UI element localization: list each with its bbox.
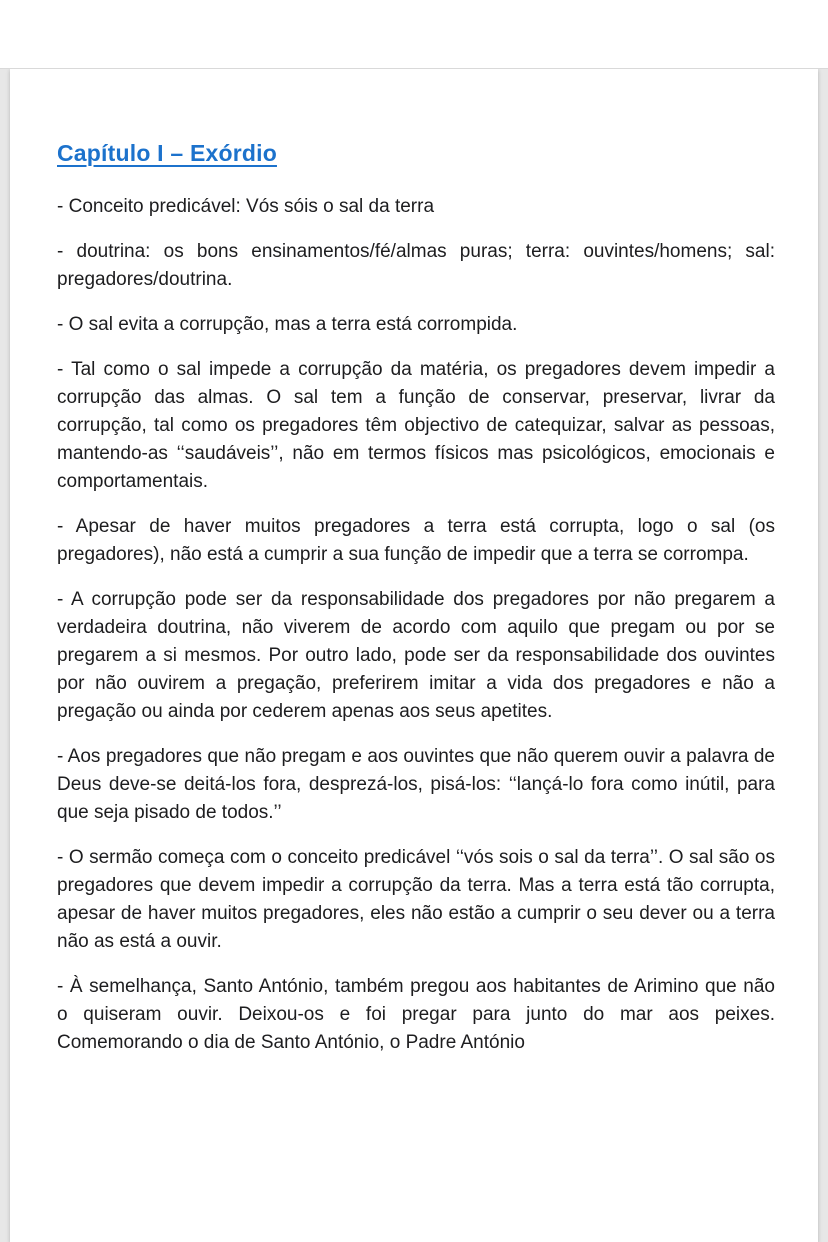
note-paragraph: - À semelhança, Santo António, também pregou aos habitantes de Arimino que não o quiseram ouvir. Deixou-os e foi pregar para junto do mar aos peixes. Comemorando o dia de Santo António, o Padre António	[57, 976, 775, 1053]
note-paragraph: - Apesar de haver muitos pregadores a terra está corrupta, logo o sal (os pregadores), não está a cumprir a sua função de impedir que a terra se corrompa.	[57, 516, 775, 565]
note-paragraph: - doutrina: os bons ensinamentos/fé/almas puras; terra: ouvintes/homens; sal: pregadores/doutrina.	[57, 241, 775, 290]
chapter-heading: Capítulo I – Exórdio	[57, 140, 277, 166]
note-paragraph: - Tal como o sal impede a corrupção da matéria, os pregadores devem impedir a corrupção das almas. O sal tem a função de conservar, preservar, livrar da corrupção, tal como os pregadores têm objectivo de catequizar, salvar as pessoas, mantendo-as ‘‘saudáveis’’, não em termos físicos mas psicológicos, emocionais e comportamentais.	[57, 359, 775, 492]
document-page	[10, 69, 818, 1242]
document-scroll-area[interactable]	[0, 68, 828, 1242]
note-paragraph: - A corrupção pode ser da responsabilidade dos pregadores por não pregarem a verdadeira doutrina, não viverem de acordo com aquilo que pregam ou por se pregarem a si mesmos. Por outro lado, pode ser da responsabilidade dos ouvintes por não ouvirem a pregação, preferirem imitar a vida dos pregadores e não a pregação ou ainda por cederem apenas aos seus apetites.	[57, 589, 775, 722]
note-paragraph: - O sermão começa com o conceito predicável ‘‘vós sois o sal da terra’’. O sal são os pregadores que devem impedir a corrupção da terra. Mas a terra está tão corrupta, apesar de haver muitos pregadores, eles não estão a cumprir o seu dever ou a terra não as está a ouvir.	[57, 847, 775, 952]
note-paragraph: - O sal evita a corrupção, mas a terra está corrompida.	[57, 314, 518, 335]
note-paragraph: - Conceito predicável: Vós sóis o sal da terra	[57, 196, 435, 217]
note-paragraph: - Aos pregadores que não pregam e aos ouvintes que não querem ouvir a palavra de Deus deve-se deitá-los fora, desprezá-los, pisá-los: ‘‘lançá-lo fora como inútil, para que seja pisado de todos.’’	[57, 746, 775, 823]
